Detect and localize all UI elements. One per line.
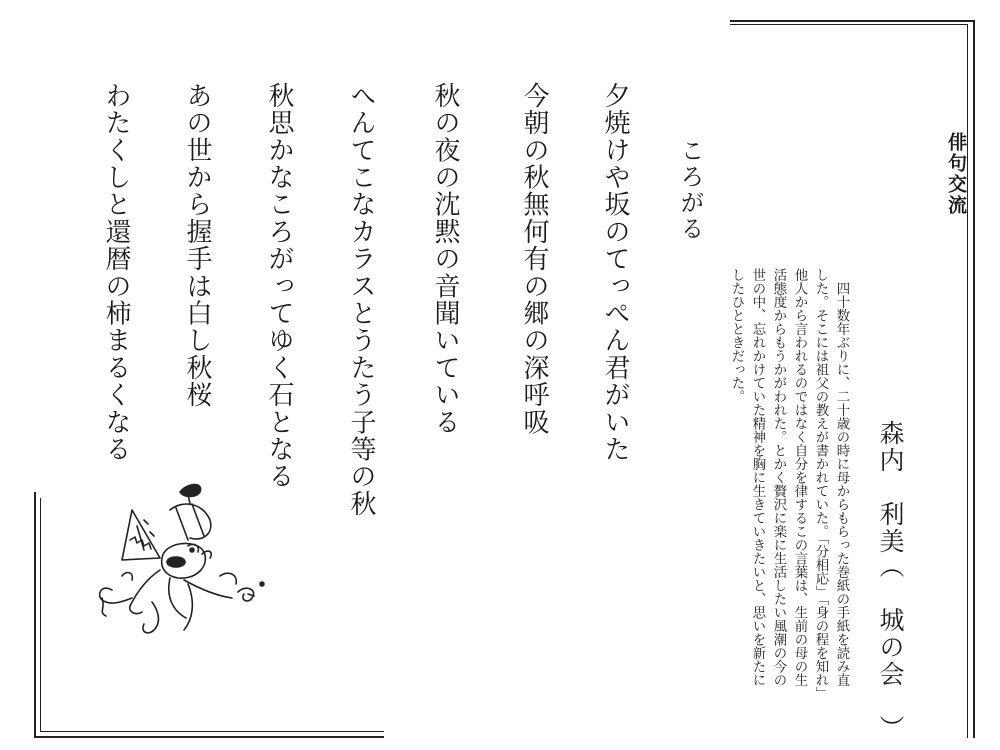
frame-left-line-inner xyxy=(40,498,41,732)
essay-line: したひとときだった。 xyxy=(729,268,744,403)
haiku-line-5: 秋思かなころがってゆく石となる xyxy=(264,82,294,490)
frame-left-line xyxy=(34,492,36,738)
frame-right-line-inner xyxy=(967,24,968,738)
essay-line: 他人から言われるのではなく自分を律するこの言葉は、生前の母の生 xyxy=(792,268,807,687)
haiku-line-4: へんてこなカラスとうたう子等の秋 xyxy=(346,82,376,518)
essay-line: 世の中、忘れかけていた精神を胸に生きていきたいと、思いを新たに xyxy=(750,268,765,687)
frame-top-line xyxy=(730,20,975,22)
essay-line: した。そこには祖父の教えが書かれていた。「分相応」「身の程を知れ」 xyxy=(813,268,828,701)
haiku-line-7: わたくしと還暦の柿まるくなる xyxy=(101,82,131,463)
haiku-title: ころがる xyxy=(676,138,704,242)
frame-top-line-inner xyxy=(730,24,968,25)
author-name: 森内 利美 xyxy=(876,420,905,555)
essay-line: 活態度からもうかがわれた。とかく贅沢に楽に生活したい風潮の今の xyxy=(771,268,786,687)
haiku-line-1: 夕焼けや坂のてっぺん君がいた xyxy=(600,82,630,463)
essay xyxy=(726,268,852,708)
haiku-line-6: あの世から握手は白し秋桜 xyxy=(182,82,212,409)
frame-bottom-line xyxy=(34,736,384,738)
essay-line: 四十数年ぶりに、二十歳の時に母からもらった巻紙の手紙を読み直 xyxy=(834,268,849,687)
author-group: （ 城の会 ） xyxy=(876,553,905,742)
haiku-line-3: 秋の夜の沈黙の音聞いている xyxy=(430,82,460,436)
line-drawing-illustration xyxy=(92,480,282,640)
frame-bottom-line-inner xyxy=(40,731,384,732)
haiku-line-2: 今朝の秋無何有の郷の深呼吸 xyxy=(519,82,549,436)
section-label: 俳句交流 xyxy=(946,128,965,220)
frame-right-line xyxy=(973,20,975,738)
